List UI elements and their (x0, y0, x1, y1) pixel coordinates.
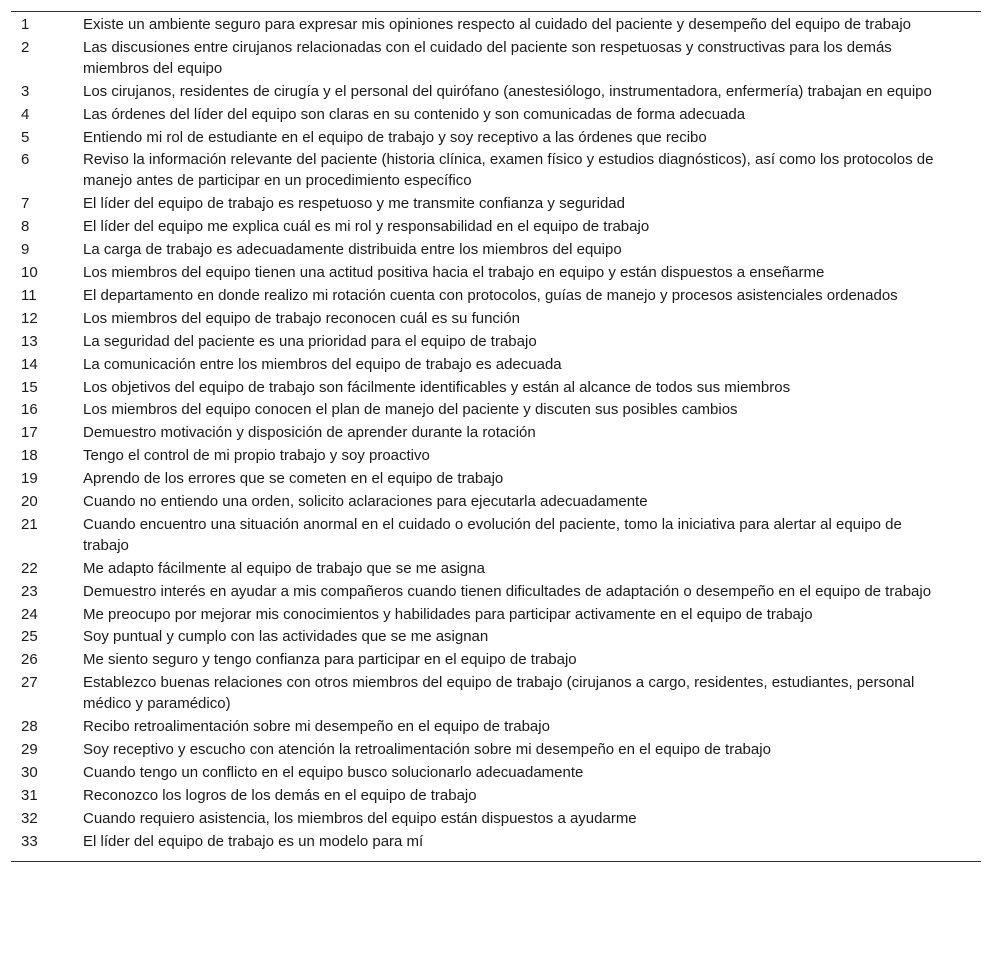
table-row (11, 128, 981, 151)
item-statement: Recibo retroalimentación sobre mi desempeño en el equipo de trabajo (83, 718, 550, 736)
item-statement: Los miembros del equipo conocen el plan de manejo del paciente y discuten sus posibles cambios (83, 401, 738, 419)
item-number: 14 (21, 355, 38, 373)
item-statement: Me adapto fácilmente al equipo de trabajo que se me asigna (83, 559, 485, 577)
item-statement: Cuando requiero asistencia, los miembros del equipo están dispuestos a ayudarme (83, 809, 637, 827)
item-statement: Cuando no entiendo una orden, solicito aclaraciones para ejecutarla adecuadamente (83, 493, 648, 511)
table-row (11, 150, 981, 194)
table-row (11, 627, 981, 650)
item-statement: Entiendo mi rol de estudiante en el equipo de trabajo y soy receptivo a las órdenes que recibo (83, 128, 707, 146)
table-row (11, 105, 981, 128)
item-number: 3 (21, 82, 30, 100)
table-row (11, 240, 981, 263)
item-statement: Los miembros del equipo de trabajo reconocen cuál es su función (83, 309, 520, 327)
item-number: 18 (21, 447, 38, 465)
item-statement: Reviso la información relevante del paciente (historia clínica, examen físico y estudios diagnósticos), así como los protocolos de manejo antes de participar en un procedimiento específico (83, 151, 934, 190)
table-row (11, 809, 981, 832)
table-row (11, 469, 981, 492)
item-number: 2 (21, 38, 30, 56)
table-row (11, 650, 981, 673)
item-statement: Las discusiones entre cirujanos relacionadas con el cuidado del paciente son respetuosas y constructivas para los demás miembros del equipo (83, 38, 892, 77)
table-row (11, 309, 981, 332)
table-row (11, 423, 981, 446)
table-row (11, 332, 981, 355)
item-statement: Establezco buenas relaciones con otros miembros del equipo de trabajo (cirujanos a cargo, residentes, estudiantes, personal médico y paramédico) (83, 674, 915, 713)
item-statement: Soy puntual y cumplo con las actividades que se me asignan (83, 628, 489, 646)
item-number: 27 (21, 674, 38, 692)
item-statement: Las órdenes del líder del equipo son claras en su contenido y son comunicadas de forma adecuada (83, 105, 746, 123)
item-statement: Me preocupo por mejorar mis conocimientos y habilidades para participar activamente en el equipo de trabajo (83, 605, 813, 623)
item-number: 10 (21, 263, 38, 281)
item-number: 19 (21, 470, 38, 488)
table-row (11, 263, 981, 286)
item-number: 29 (21, 741, 38, 758)
item-number: 20 (21, 493, 38, 511)
item-statement: La carga de trabajo es adecuadamente distribuida entre los miembros del equipo (83, 241, 622, 259)
item-number: 16 (21, 401, 38, 419)
table-row (11, 740, 981, 763)
table-row (11, 217, 981, 240)
item-number: 8 (21, 218, 30, 236)
item-number: 9 (21, 241, 30, 259)
questionnaire-table-container (11, 11, 981, 862)
table-row (11, 492, 981, 515)
item-statement: Existe un ambiente seguro para expresar mis opiniones respecto al cuidado del paciente y desempeño del equipo de trabajo (83, 16, 912, 33)
item-number: 4 (21, 105, 30, 123)
item-statement: Aprendo de los errores que se cometen en el equipo de trabajo (83, 470, 504, 488)
table-row (11, 515, 981, 559)
questionnaire-table (11, 15, 981, 855)
item-number: 32 (21, 809, 38, 827)
table-row (11, 582, 981, 605)
item-number: 7 (21, 195, 30, 213)
item-statement: Los cirujanos, residentes de cirugía y el personal del quirófano (anestesiólogo, instrumentadora, enfermería) trabajan en equipo (83, 82, 932, 100)
item-statement: Tengo el control de mi propio trabajo y soy proactivo (83, 447, 430, 465)
table-row (11, 559, 981, 582)
item-number: 26 (21, 651, 38, 669)
item-number: 25 (21, 628, 38, 646)
item-number: 1 (21, 16, 30, 33)
item-number: 28 (21, 718, 38, 736)
item-number: 22 (21, 559, 38, 577)
item-number: 24 (21, 605, 38, 623)
table-row (11, 763, 981, 786)
item-number: 30 (21, 763, 38, 781)
item-number: 15 (21, 378, 38, 396)
table-row (11, 400, 981, 423)
item-number: 5 (21, 128, 30, 146)
item-statement: El líder del equipo me explica cuál es mi rol y responsabilidad en el equipo de trabajo (83, 218, 650, 236)
table-row (11, 38, 981, 82)
item-number: 6 (21, 151, 30, 169)
table-row (11, 605, 981, 628)
table-row (11, 355, 981, 378)
item-number: 31 (21, 786, 38, 804)
table-row (11, 446, 981, 469)
table-row (11, 378, 981, 401)
table-row (11, 82, 981, 105)
table-row (11, 286, 981, 309)
item-statement: Los miembros del equipo tienen una actitud positiva hacia el trabajo en equipo y están dispuestos a enseñarme (83, 263, 825, 281)
table-row (11, 717, 981, 740)
item-statement: Cuando tengo un conflicto en el equipo busco solucionarlo adecuadamente (83, 763, 584, 781)
table-row (11, 832, 981, 855)
item-statement: Demuestro interés en ayudar a mis compañeros cuando tienen dificultades de adaptación o desempeño en el equipo de trabajo (83, 582, 932, 600)
item-statement: El líder del equipo de trabajo es respetuoso y me transmite confianza y seguridad (83, 195, 625, 213)
item-statement: Cuando encuentro una situación anormal en el cuidado o evolución del paciente, tomo la iniciativa para alertar al equipo de trabajo (83, 515, 902, 554)
item-number: 17 (21, 424, 38, 442)
item-number: 23 (21, 582, 38, 600)
item-statement: La comunicación entre los miembros del equipo de trabajo es adecuada (83, 355, 562, 373)
item-statement: El líder del equipo de trabajo es un modelo para mí (83, 832, 424, 850)
item-statement: Me siento seguro y tengo confianza para participar en el equipo de trabajo (83, 651, 577, 669)
item-number: 12 (21, 309, 38, 327)
item-statement: Soy receptivo y escucho con atención la retroalimentación sobre mi desempeño en el equipo de trabajo (83, 741, 771, 758)
table-row (11, 194, 981, 217)
item-number: 21 (21, 515, 38, 533)
item-statement: Reconozco los logros de los demás en el equipo de trabajo (83, 786, 477, 804)
table-row (11, 15, 981, 38)
questionnaire-table-body (11, 15, 981, 855)
item-statement: El departamento en donde realizo mi rotación cuenta con protocolos, guías de manejo y procesos asistenciales ordenados (83, 286, 898, 304)
table-row (11, 786, 981, 809)
item-statement: La seguridad del paciente es una prioridad para el equipo de trabajo (83, 332, 537, 350)
item-number: 11 (21, 286, 37, 304)
item-number: 13 (21, 332, 38, 350)
item-statement: Demuestro motivación y disposición de aprender durante la rotación (83, 424, 536, 442)
table-row (11, 673, 981, 717)
item-statement: Los objetivos del equipo de trabajo son fácilmente identificables y están al alcance de todos sus miembros (83, 378, 791, 396)
item-number: 33 (21, 832, 38, 850)
